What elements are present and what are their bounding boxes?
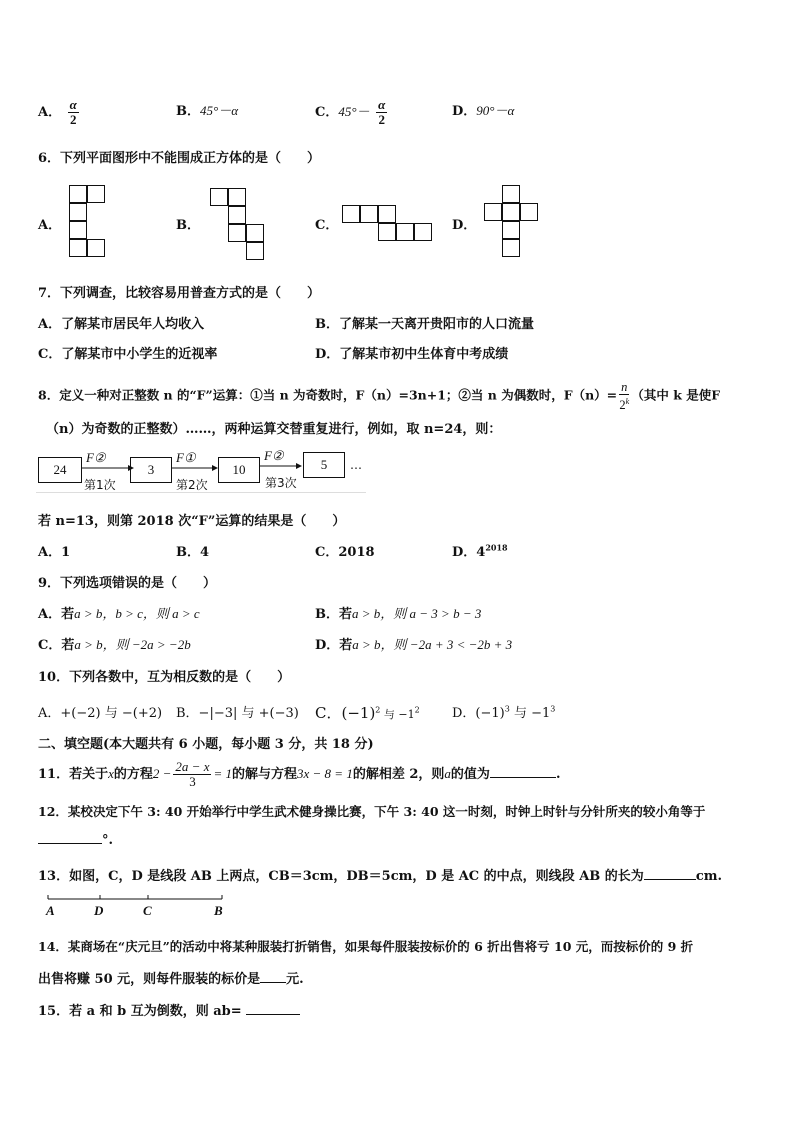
q7-option-c: C．了解某市中小学生的近视率 xyxy=(38,347,218,362)
flow-op-3: F② xyxy=(264,448,284,463)
flow-op-1: F② xyxy=(86,450,106,465)
q5-a-fraction: $\frac{\alpha}{2}$ xyxy=(69,97,77,127)
point-label-a: A xyxy=(46,903,55,918)
flow-box-2: 3 xyxy=(130,457,172,483)
q9-option-c: C．若a > b，则 −2a > −2b xyxy=(38,637,191,653)
q5-c-fraction: $\frac{\alpha}{2}$ xyxy=(378,97,386,127)
q7-option-d: D．了解某市初中生体育中考成绩 xyxy=(315,347,509,362)
q10-option-a: A．+(−2) 与 −(+2) xyxy=(38,706,163,721)
q8-fraction: $\frac{n}{2^k}$ xyxy=(619,380,630,413)
q6-label-b: B． xyxy=(176,218,200,233)
flow-arrows xyxy=(80,460,310,474)
q5-option-a: A． $\frac{\alpha}{2}$ xyxy=(38,97,77,127)
flow-box-1: 24 xyxy=(38,457,82,483)
q8-line1: 8．定义一种对正整数 n 的“F”运算：①当 n 为奇数时，F（n）=3n+1；②当 n 为偶数时，F（n）= $\frac{n}{2^k}$ （其中 k 是使F xyxy=(38,380,721,413)
q11-fraction: $\frac{2a - x}{3}$ xyxy=(175,759,210,789)
q12-line1: 12．某校决定下午 3: 40 开始举行中学生武术健身操比赛，下午 3: 40 这一时刻，时钟上时针与分针所夹的较小角等于 xyxy=(38,804,706,819)
q10-option-d: D．$(-1)^3$ 与 $-1^3$ xyxy=(452,704,556,721)
flow-step-2: 第2次 xyxy=(176,478,208,492)
q12-answer-blank[interactable] xyxy=(38,843,102,844)
q15-answer-blank[interactable] xyxy=(246,1014,300,1015)
q7-option-b: B．了解某一天离开贵阳市的人口流量 xyxy=(315,317,534,332)
q5-option-d: D．90°－α xyxy=(452,103,515,119)
section-2-heading: 二、填空题(本大题共有 6 小题，每小题 3 分，共 18 分) xyxy=(38,737,374,752)
q11-answer-blank[interactable] xyxy=(490,777,556,778)
q8-option-a: A．1 xyxy=(38,545,71,560)
flow-step-3: 第3次 xyxy=(265,476,297,490)
q8-question: 若 n=13，则第 2018 次“F”运算的结果是（ ） xyxy=(38,514,346,529)
q10-option-c: C．$(-1)^2$ 与 $-1^2$ xyxy=(315,704,420,722)
q6-label-c: C． xyxy=(315,218,339,233)
flow-box-4: 5 xyxy=(303,452,345,478)
q9-option-d: D．若a > b，则 −2a + 3 < −2b + 3 xyxy=(315,637,513,653)
q8-option-d: D．$4^{2018}$ xyxy=(452,542,508,560)
flow-ellipsis: … xyxy=(350,458,362,472)
flow-op-2: F① xyxy=(176,450,196,465)
q11: 11．若关于x的方程2 − $\frac{2a - x}{3}$ = 1的解与方程3x − 8 = 1的解相差 2，则a的值为 . xyxy=(38,759,561,789)
q9-option-b: B．若a > b，则 a − 3 > b − 3 xyxy=(315,606,482,622)
q9-option-a: A．若a > b，b > c，则 a > c xyxy=(38,606,200,622)
point-label-c: C xyxy=(143,903,152,918)
point-label-d: D xyxy=(94,903,104,918)
q14-answer-blank[interactable] xyxy=(260,982,286,983)
q5-option-c: C．45°－ $\frac{\alpha}{2}$ xyxy=(315,97,386,127)
q14-line2: 出售将赚 50 元，则每件服装的标价是 元. xyxy=(38,972,304,987)
q8-line2: （n）为奇数的正整数）……，两种运算交替重复进行，例如，取 n=24，则： xyxy=(46,422,502,437)
q9-stem: 9．下列选项错误的是（ ） xyxy=(38,576,217,591)
q14-line1: 14．某商场在“庆元旦”的活动中将某种服装打折销售，如果每件服装按标价的 6 折出售将亏 10 元，而按标价的 9 折 xyxy=(38,939,694,954)
q7-stem: 7．下列调查，比较容易用普查方式的是（ ） xyxy=(38,286,321,301)
q13-answer-blank[interactable] xyxy=(644,879,696,880)
q7-option-a: A．了解某市居民年人均收入 xyxy=(38,317,205,332)
q15-text: 15．若 a 和 b 互为倒数，则 ab= xyxy=(38,1000,300,1019)
flow-box-3: 10 xyxy=(218,457,260,483)
q12-line2: °. xyxy=(38,833,113,848)
q10-stem: 10．下列各数中，互为相反数的是（ ） xyxy=(38,670,291,685)
q13-text: 13．如图，C，D 是线段 AB 上两点，CB＝3cm，DB＝5cm，D 是 AC 的中点，则线段 AB 的长为 cm. xyxy=(38,869,723,884)
q6-label-a: A． xyxy=(38,218,62,233)
point-label-b: B xyxy=(214,903,223,918)
q6-label-d: D． xyxy=(452,218,477,233)
q8-option-b: B．4 xyxy=(176,545,210,560)
q10-option-b: B．−|−3| 与 +(−3) xyxy=(176,706,299,721)
q13-segment-figure xyxy=(44,893,234,905)
q6-stem: 6．下列平面图形中不能围成正方体的是（ ） xyxy=(38,151,321,166)
q5-option-b: B．45°－α xyxy=(176,103,239,119)
flow-step-1: 第1次 xyxy=(84,478,116,492)
q8-option-c: C．2018 xyxy=(315,545,375,560)
